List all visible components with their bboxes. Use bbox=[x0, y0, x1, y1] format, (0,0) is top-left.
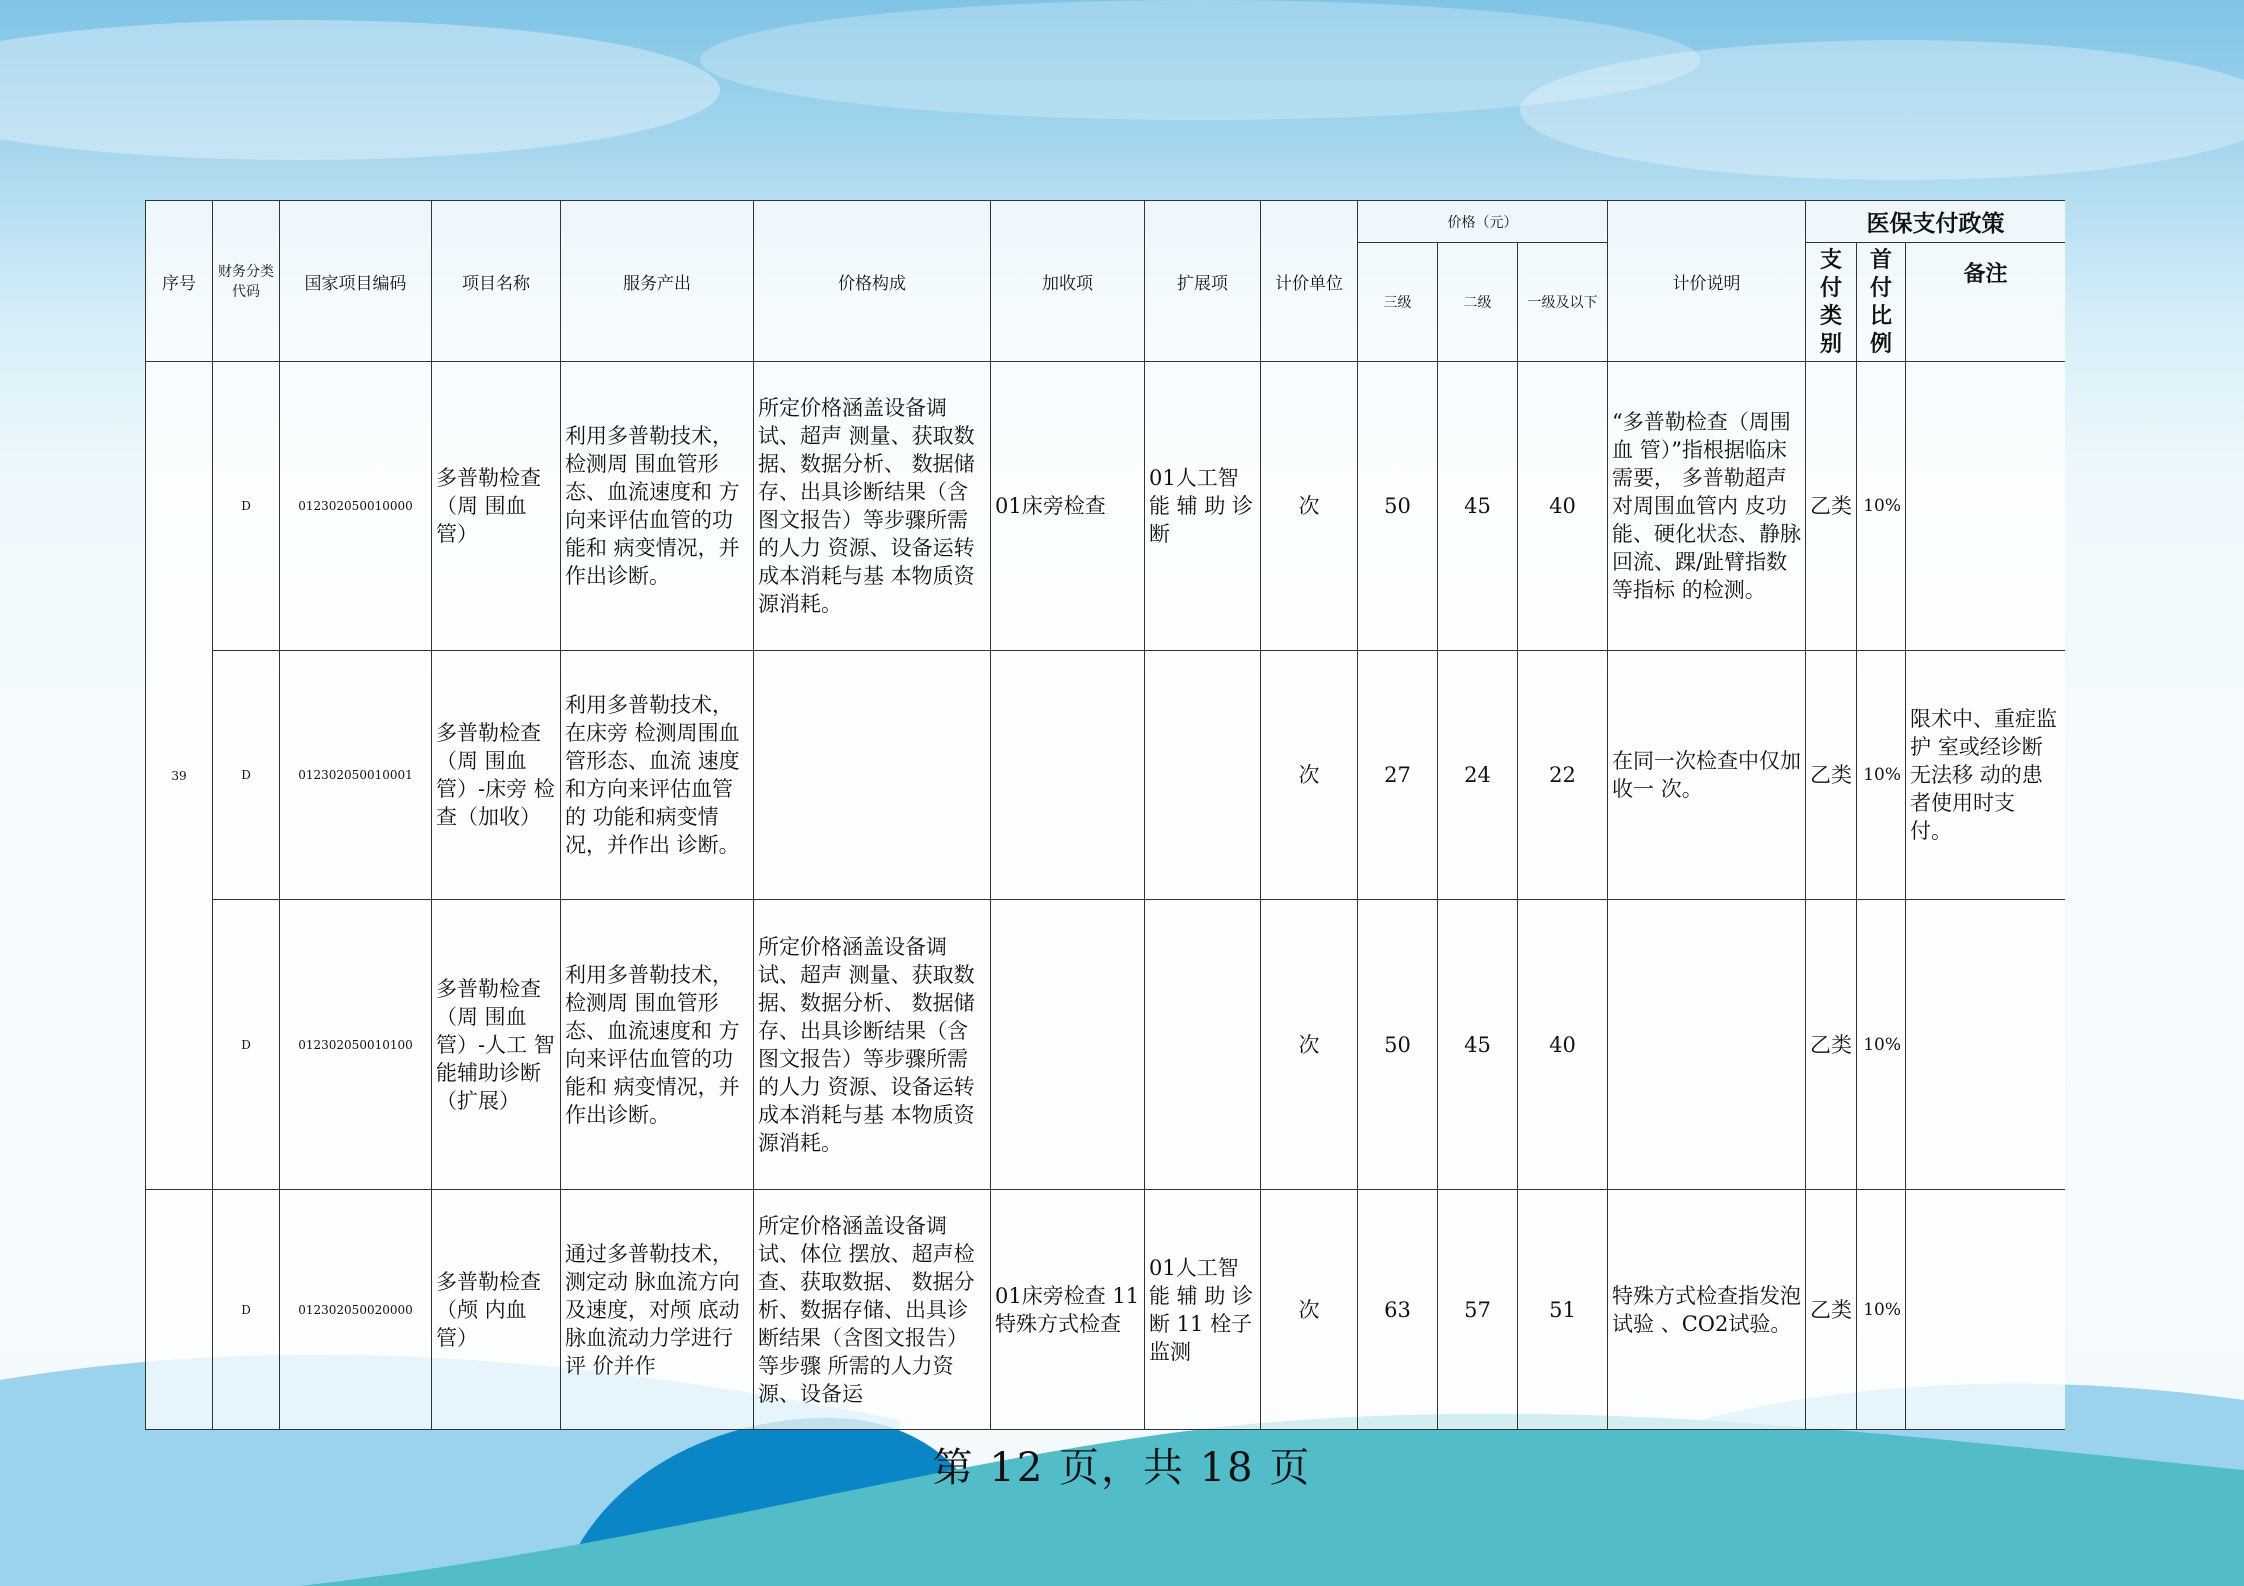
unit-cell: 次 bbox=[1261, 362, 1358, 651]
price-composition-cell bbox=[754, 651, 991, 900]
first-ratio-cell: 10% bbox=[1857, 651, 1906, 900]
national-code-cell: 012302050020000 bbox=[280, 1190, 432, 1430]
finance-code-cell: D bbox=[213, 362, 280, 651]
header-finance-code: 财务分类代码 bbox=[213, 201, 280, 362]
finance-code-cell: D bbox=[213, 651, 280, 900]
price-level1-cell: 51 bbox=[1518, 1190, 1608, 1430]
price-level2-cell: 45 bbox=[1438, 900, 1518, 1190]
pay-type-cell: 乙类 bbox=[1806, 362, 1857, 651]
finance-code-cell: D bbox=[213, 900, 280, 1190]
header-seq: 序号 bbox=[146, 201, 213, 362]
pricing-note-cell bbox=[1608, 900, 1806, 1190]
addon-cell bbox=[991, 900, 1145, 1190]
price-level3-cell: 63 bbox=[1358, 1190, 1438, 1430]
finance-code-cell: D bbox=[213, 1190, 280, 1430]
pay-type-cell: 乙类 bbox=[1806, 651, 1857, 900]
first-ratio-cell: 10% bbox=[1857, 362, 1906, 651]
first-ratio-cell: 10% bbox=[1857, 900, 1906, 1190]
pricing-note-cell: “多普勒检查（周围血 管）”指根据临床需要， 多普勒超声对周围血管内 皮功能、硬化状态、静脉 回流、踝/趾臂指数等指标 的检测。 bbox=[1608, 362, 1806, 651]
item-name-cell: 多普勒检查（周 围血管） bbox=[432, 362, 561, 651]
unit-cell: 次 bbox=[1261, 900, 1358, 1190]
price-level1-cell: 40 bbox=[1518, 900, 1608, 1190]
header-pay-type: 支付类别 bbox=[1806, 243, 1857, 362]
first-ratio-cell: 10% bbox=[1857, 1190, 1906, 1430]
service-output-cell: 利用多普勒技术，检测周 围血管形态、血流速度和 方向来评估血管的功能和 病变情况，并作出诊断。 bbox=[561, 362, 754, 651]
medical-price-table bbox=[145, 200, 2065, 1430]
header-item-name: 项目名称 bbox=[432, 201, 561, 362]
seq-cell: 39 bbox=[146, 362, 213, 1190]
price-level3-cell: 27 bbox=[1358, 651, 1438, 900]
extension-cell bbox=[1145, 900, 1261, 1190]
addon-cell: 01床旁检查 11特殊方式检查 bbox=[991, 1190, 1145, 1430]
price-level2-cell: 57 bbox=[1438, 1190, 1518, 1430]
header-remark: 备注 bbox=[1906, 243, 2065, 362]
header-extension: 扩展项 bbox=[1145, 201, 1261, 362]
unit-cell: 次 bbox=[1261, 651, 1358, 900]
header-policy-group: 医保支付政策 bbox=[1806, 201, 2065, 243]
price-level1-cell: 40 bbox=[1518, 362, 1608, 651]
price-composition-cell: 所定价格涵盖设备调试、超声 测量、获取数据、数据分析、 数据储存、出具诊断结果（含 图文报告）等步骤所需的人力 资源、设备运转成本消耗与基 本物质资源消耗。 bbox=[754, 900, 991, 1190]
seq-cell bbox=[146, 1190, 213, 1430]
header-price-group: 价格（元） bbox=[1358, 201, 1608, 243]
page-footer: 第 12 页，共 18 页 bbox=[932, 1445, 1312, 1491]
pay-type-cell: 乙类 bbox=[1806, 1190, 1857, 1430]
price-level3-cell: 50 bbox=[1358, 362, 1438, 651]
unit-cell: 次 bbox=[1261, 1190, 1358, 1430]
addon-cell: 01床旁检查 bbox=[991, 362, 1145, 651]
price-table-page bbox=[145, 200, 2065, 1430]
national-code-cell: 012302050010100 bbox=[280, 900, 432, 1190]
table-row bbox=[146, 651, 2066, 900]
header-addon: 加收项 bbox=[991, 201, 1145, 362]
price-composition-cell: 所定价格涵盖设备调试、超声 测量、获取数据、数据分析、 数据储存、出具诊断结果（含 图文报告）等步骤所需的人力 资源、设备运转成本消耗与基 本物质资源消耗。 bbox=[754, 362, 991, 651]
national-code-cell: 012302050010001 bbox=[280, 651, 432, 900]
national-code-cell: 012302050010000 bbox=[280, 362, 432, 651]
extension-cell bbox=[1145, 651, 1261, 900]
item-name-cell: 多普勒检查（颅 内血管） bbox=[432, 1190, 561, 1430]
table-row bbox=[146, 1190, 2066, 1430]
item-name-cell: 多普勒检查（周 围血管）-人工 智能辅助诊断 （扩展） bbox=[432, 900, 561, 1190]
pricing-note-cell: 在同一次检查中仅加收一 次。 bbox=[1608, 651, 1806, 900]
extension-cell: 01人工智能 辅 助 诊断 11 栓子监测 bbox=[1145, 1190, 1261, 1430]
remark-cell bbox=[1906, 900, 2065, 1190]
header-level1: 一级及以下 bbox=[1518, 243, 1608, 362]
pay-type-cell: 乙类 bbox=[1806, 900, 1857, 1190]
price-composition-cell: 所定价格涵盖设备调试、体位 摆放、超声检查、获取数据、 数据分析、数据存储、出具诊 断结果（含图文报告）等步骤 所需的人力资源、设备运 bbox=[754, 1190, 991, 1430]
remark-cell bbox=[1906, 362, 2065, 651]
extension-cell: 01人工智能 辅 助 诊断 bbox=[1145, 362, 1261, 651]
header-unit: 计价单位 bbox=[1261, 201, 1358, 362]
service-output-cell: 通过多普勒技术，测定动 脉血流方向及速度，对颅 底动脉血流动力学进行评 价并作 bbox=[561, 1190, 754, 1430]
header-level3: 三级 bbox=[1358, 243, 1438, 362]
header-pricing-note: 计价说明 bbox=[1608, 201, 1806, 362]
header-level2: 二级 bbox=[1438, 243, 1518, 362]
service-output-cell: 利用多普勒技术，在床旁 检测周围血管形态、血流 速度和方向来评估血管的 功能和病变情况，并作出 诊断。 bbox=[561, 651, 754, 900]
header-first-ratio: 首付比例 bbox=[1857, 243, 1906, 362]
item-name-cell: 多普勒检查（周 围血管）-床旁 检查（加收） bbox=[432, 651, 561, 900]
price-level2-cell: 45 bbox=[1438, 362, 1518, 651]
table-row bbox=[146, 362, 2066, 651]
service-output-cell: 利用多普勒技术，检测周 围血管形态、血流速度和 方向来评估血管的功能和 病变情况，并作出诊断。 bbox=[561, 900, 754, 1190]
pricing-note-cell: 特殊方式检查指发泡试验 、CO2试验。 bbox=[1608, 1190, 1806, 1430]
table-row bbox=[146, 900, 2066, 1190]
remark-cell bbox=[1906, 1190, 2065, 1430]
price-level1-cell: 22 bbox=[1518, 651, 1608, 900]
header-price-composition: 价格构成 bbox=[754, 201, 991, 362]
header-service-output: 服务产出 bbox=[561, 201, 754, 362]
header-national-code: 国家项目编码 bbox=[280, 201, 432, 362]
addon-cell bbox=[991, 651, 1145, 900]
remark-cell: 限术中、重症监护 室或经诊断无法移 动的患者使用时支 付。 bbox=[1906, 651, 2065, 900]
price-level2-cell: 24 bbox=[1438, 651, 1518, 900]
price-level3-cell: 50 bbox=[1358, 900, 1438, 1190]
